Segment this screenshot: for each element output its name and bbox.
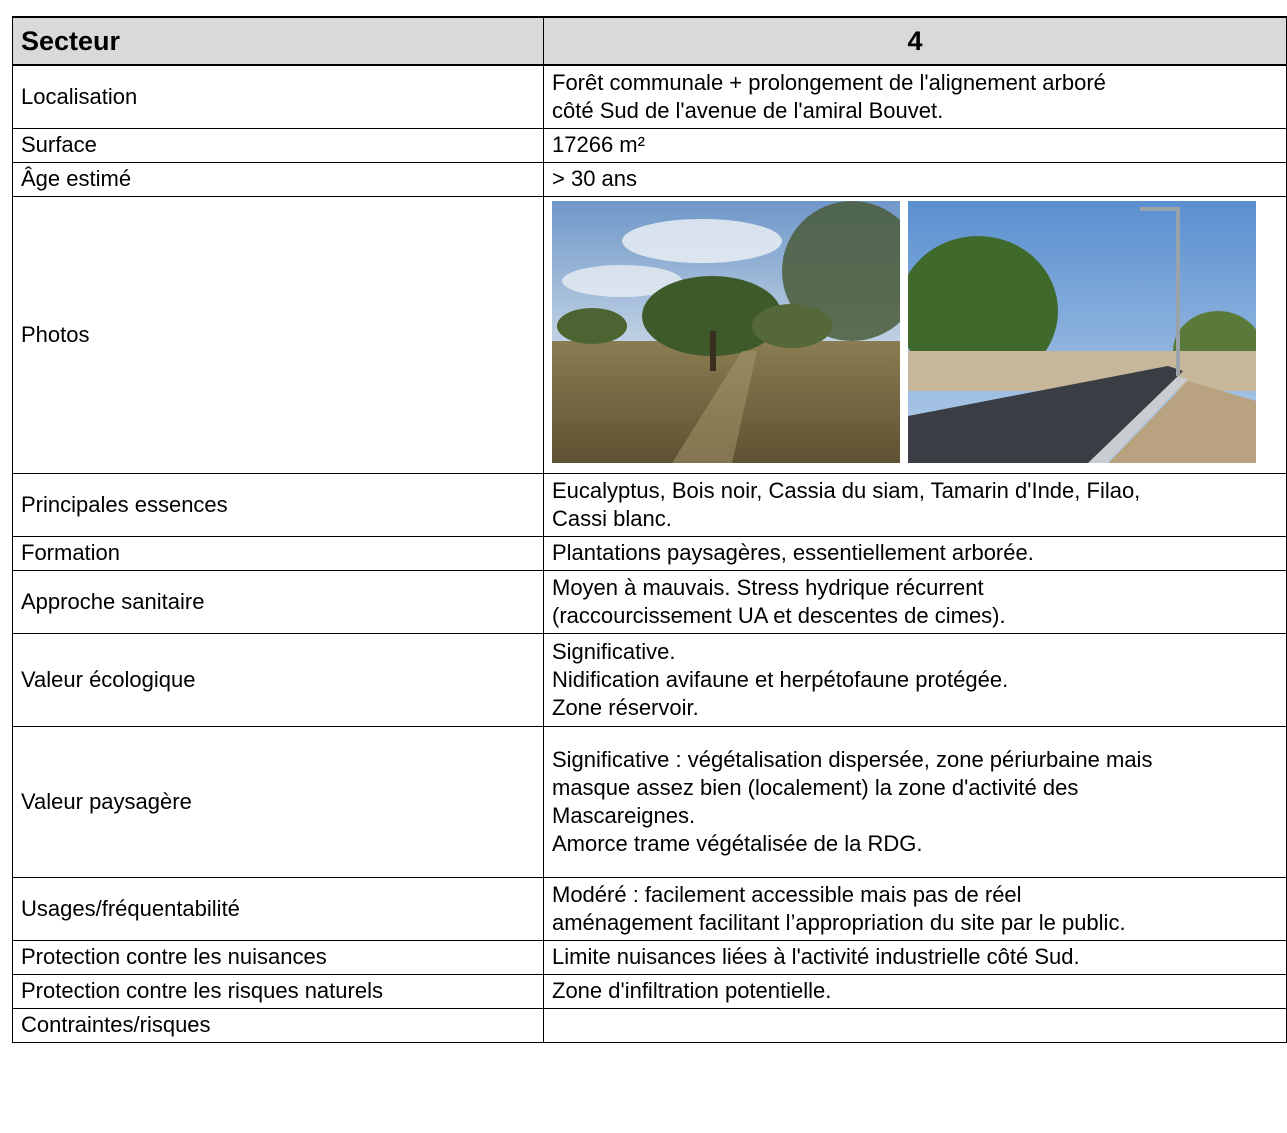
- header-label: Secteur: [13, 17, 544, 65]
- photos-cell: [544, 196, 1287, 473]
- row-value: Zone d'infiltration potentielle.: [544, 974, 1287, 1008]
- row-value: Eucalyptus, Bois noir, Cassia du siam, Tamarin d'Inde, Filao, Cassi blanc.: [544, 473, 1287, 536]
- row-paysagere: [13, 726, 1287, 877]
- row-label: Approche sanitaire: [13, 570, 544, 633]
- row-value: > 30 ans: [544, 162, 1287, 196]
- row-label: Valeur écologique: [13, 633, 544, 726]
- photo-road-streetlight: [908, 201, 1256, 463]
- photo-forest-path: [552, 201, 900, 463]
- row-value: Forêt communale + prolongement de l'alignement arboré côté Sud de l'avenue de l'amiral Bouvet.: [544, 65, 1287, 128]
- row-label: Protection contre les nuisances: [13, 940, 544, 974]
- row-risques-naturels: [13, 974, 1287, 1008]
- row-sanitaire: [13, 570, 1287, 633]
- header-value: 4: [544, 17, 1287, 65]
- row-value: Plantations paysagères, essentiellement arborée.: [544, 536, 1287, 570]
- row-usages: [13, 877, 1287, 940]
- row-label: Photos: [13, 196, 544, 473]
- row-value: 17266 m²: [544, 128, 1287, 162]
- row-nuisances: [13, 940, 1287, 974]
- row-label: Contraintes/risques: [13, 1008, 544, 1042]
- row-value: Significative. Nidification avifaune et herpétofaune protégée. Zone réservoir.: [544, 633, 1287, 726]
- row-label: Formation: [13, 536, 544, 570]
- row-value: Limite nuisances liées à l'activité industrielle côté Sud.: [544, 940, 1287, 974]
- row-value: [544, 1008, 1287, 1042]
- row-age: [13, 162, 1287, 196]
- row-contraintes: [13, 1008, 1287, 1042]
- row-label: Protection contre les risques naturels: [13, 974, 544, 1008]
- row-ecologique: [13, 633, 1287, 726]
- row-value: Modéré : facilement accessible mais pas de réel aménagement facilitant l’appropriation du site par le public.: [544, 877, 1287, 940]
- row-label: Valeur paysagère: [13, 726, 544, 877]
- row-surface: [13, 128, 1287, 162]
- row-label: Usages/fréquentabilité: [13, 877, 544, 940]
- photo-gallery: [552, 197, 1278, 463]
- row-formation: [13, 536, 1287, 570]
- header-row: [13, 17, 1287, 65]
- row-label: Surface: [13, 128, 544, 162]
- row-label: Âge estimé: [13, 162, 544, 196]
- row-value: Moyen à mauvais. Stress hydrique récurrent (raccourcissement UA et descentes de cimes).: [544, 570, 1287, 633]
- row-value: Significative : végétalisation dispersée, zone périurbaine mais masque assez bien (localement) la zone d'activité des Mascareignes. Amorce trame végétalisée de la RDG.: [544, 726, 1287, 877]
- sector-sheet: [12, 16, 1287, 1043]
- row-localisation: [13, 65, 1287, 128]
- row-label: Principales essences: [13, 473, 544, 536]
- row-photos: [13, 196, 1287, 473]
- row-essences: [13, 473, 1287, 536]
- row-label: Localisation: [13, 65, 544, 128]
